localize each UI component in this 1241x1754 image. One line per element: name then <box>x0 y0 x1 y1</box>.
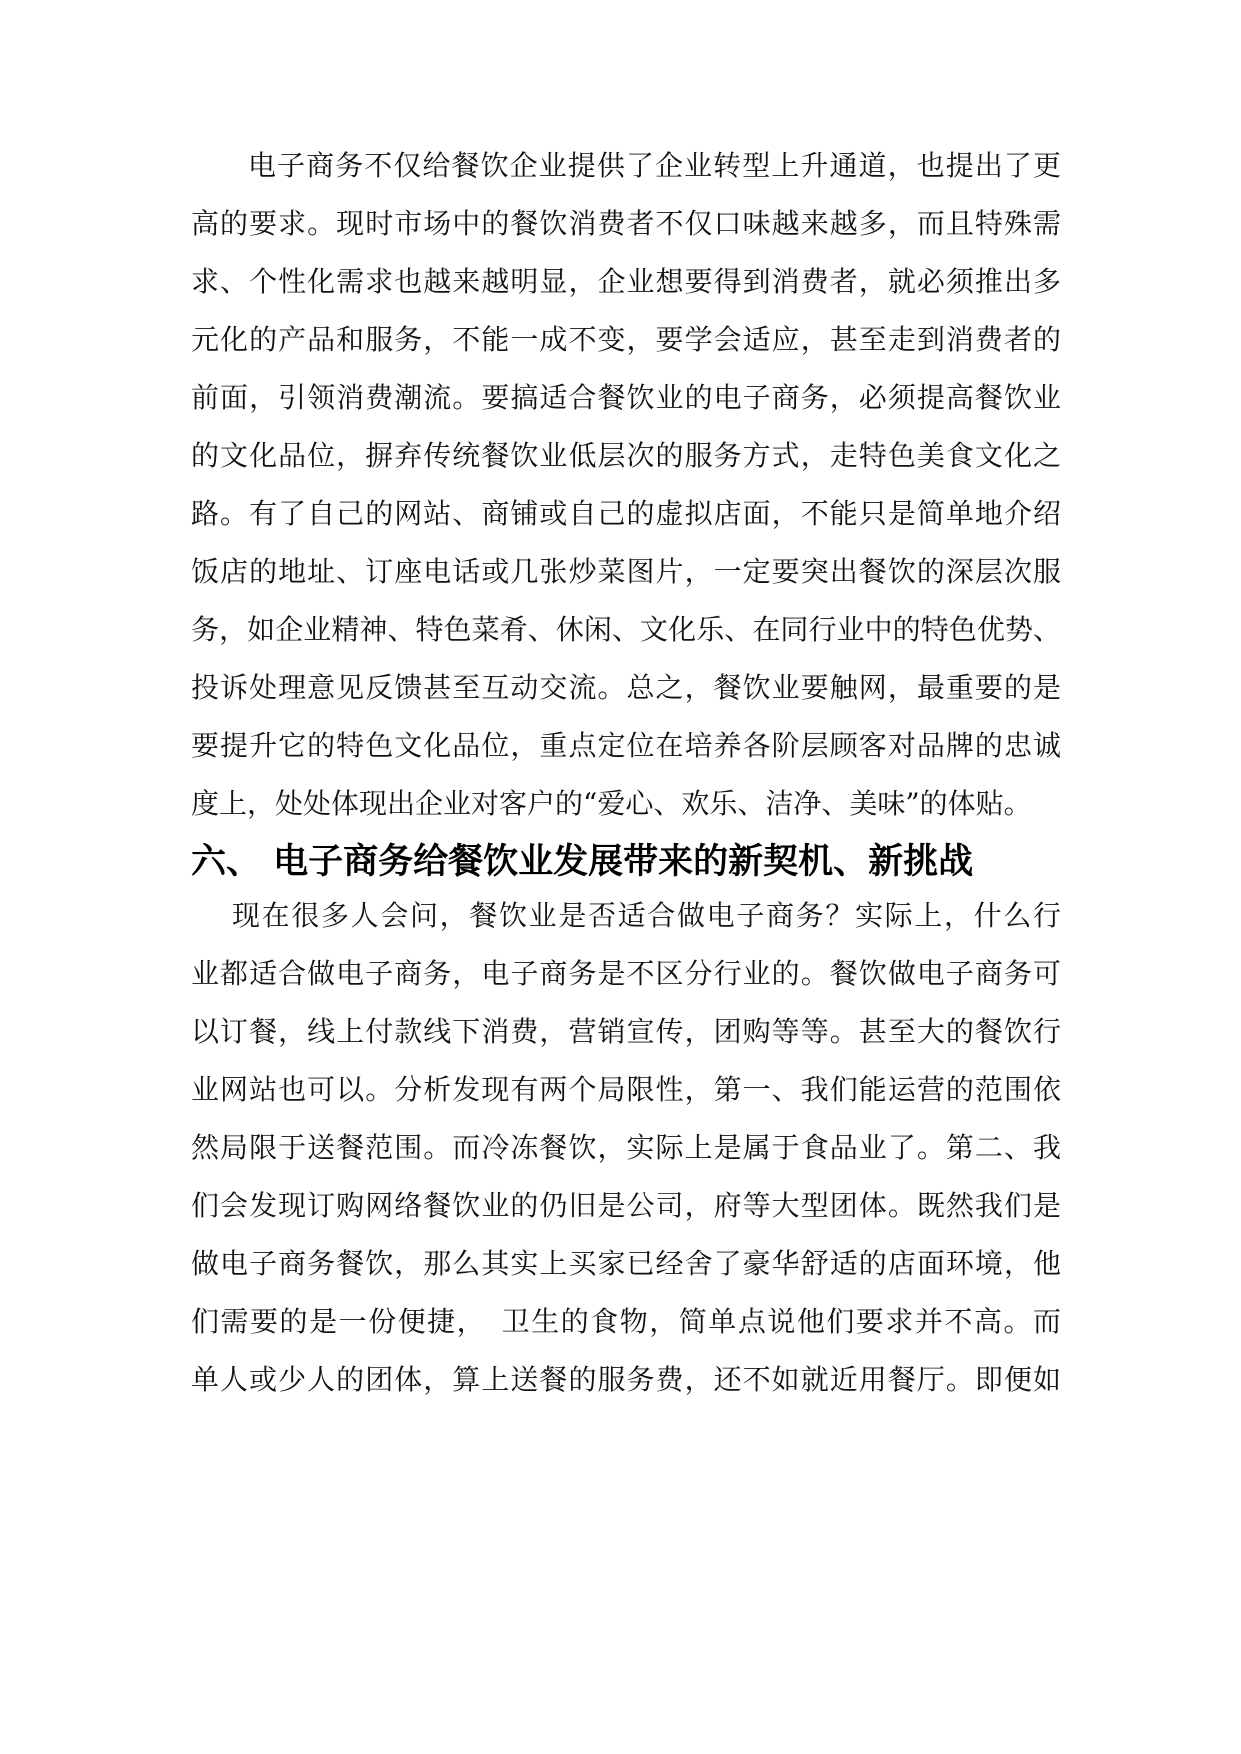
paragraph-2-line-1: 现在很多人会问，餐饮业是否适合做电子商务？实际上，什么行 <box>232 899 1061 932</box>
paragraph-2-line-7: 做电子商务餐饮，那么其实上买家已经舍了豪华舒适的店面环境，他 <box>191 1247 1061 1280</box>
paragraph-2-line-8: 们需要的是一份便捷， 卫生的食物，简单点说他们要求并不高。而 <box>191 1305 1061 1338</box>
paragraph-2-line-2: 业都适合做电子商务，电子商务是不区分行业的。餐饮做电子商务可 <box>191 957 1061 990</box>
section-heading: 六、 电子商务给餐饮业发展带来的新契机、新挑战 <box>191 842 974 882</box>
paragraph-1-line-7: 路。有了自己的网站、商铺或自己的虚拟店面，不能只是简单地介绍 <box>191 497 1061 530</box>
paragraph-1-line-10: 投诉处理意见反馈甚至互动交流。总之，餐饮业要触网，最重要的是 <box>191 671 1061 704</box>
paragraph-2-line-5: 然局限于送餐范围。而冷冻餐饮，实际上是属于食品业了。第二、我 <box>191 1131 1061 1164</box>
paragraph-1-line-11: 要提升它的特色文化品位，重点定位在培养各阶层顾客对品牌的忠诚 <box>191 729 1061 762</box>
paragraph-1-line-1: 电子商务不仅给餐饮企业提供了企业转型上升通道，也提出了更 <box>248 149 1061 182</box>
paragraph-1-line-9: 务，如企业精神、特色菜肴、休闲、文化乐、在同行业中的特色优势、 <box>191 613 1061 646</box>
paragraph-1-line-4: 元化的产品和服务，不能一成不变，要学会适应，甚至走到消费者的 <box>191 323 1061 356</box>
paragraph-1-line-8: 饭店的地址、订座电话或几张炒菜图片，一定要突出餐饮的深层次服 <box>191 555 1061 588</box>
paragraph-1-line-2: 高的要求。现时市场中的餐饮消费者不仅口味越来越多，而且特殊需 <box>191 207 1061 240</box>
paragraph-2-line-4: 业网站也可以。分析发现有两个局限性，第一、我们能运营的范围依 <box>191 1073 1061 1106</box>
paragraph-1-line-5: 前面，引领消费潮流。要搞适合餐饮业的电子商务，必须提高餐饮业 <box>191 381 1061 414</box>
paragraph-2-line-9: 单人或少人的团体，算上送餐的服务费，还不如就近用餐厅。即便如 <box>191 1363 1061 1396</box>
paragraph-1-line-12: 度上，处处体现出企业对客户的“爱心、欢乐、洁净、美味”的体贴。 <box>191 787 1032 820</box>
paragraph-1-line-3: 求、个性化需求也越来越明显，企业想要得到消费者，就必须推出多 <box>191 265 1061 298</box>
paragraph-2-line-6: 们会发现订购网络餐饮业的仍旧是公司，府等大型团体。既然我们是 <box>191 1189 1061 1222</box>
paragraph-1-line-6: 的文化品位，摒弃传统餐饮业低层次的服务方式，走特色美食文化之 <box>191 439 1061 472</box>
paragraph-2-line-3: 以订餐，线上付款线下消费，营销宣传，团购等等。甚至大的餐饮行 <box>191 1015 1061 1048</box>
